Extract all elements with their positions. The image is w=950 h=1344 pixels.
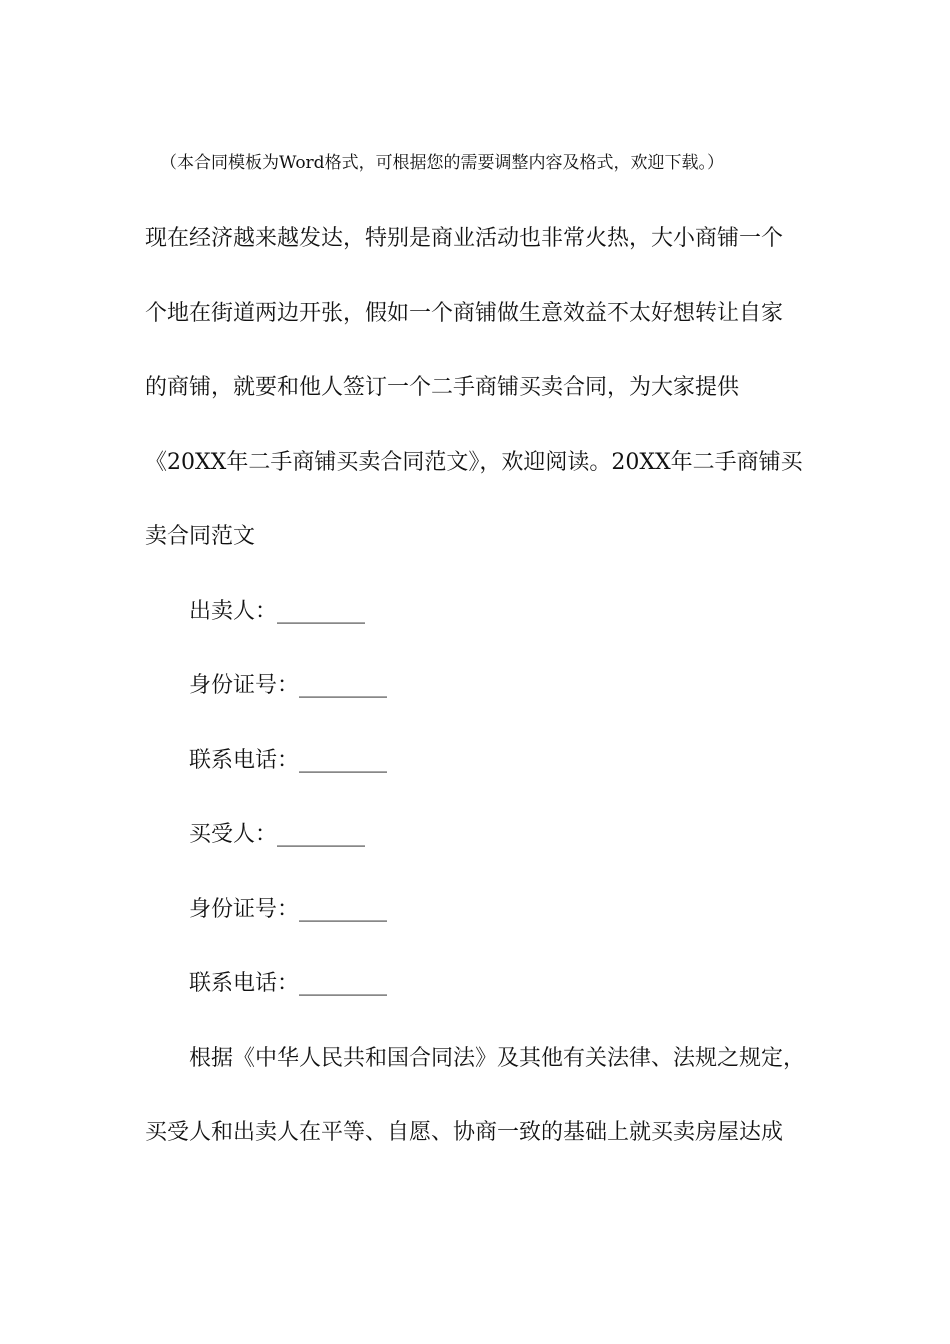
seller-name-field: 出卖人：________ <box>189 599 366 624</box>
buyer-id-field: 身份证号：________ <box>189 897 388 922</box>
intro-line-5: 卖合同范文 <box>145 524 256 549</box>
intro-line-3: 的商铺，就要和他人签订一个二手商铺买卖合同，为大家提供 <box>145 375 740 400</box>
contract-body-line-2: 买受人和出卖人在平等、自愿、协商一致的基础上就买卖房屋达成 <box>145 1120 784 1145</box>
contract-body-line-1: 根据《中华人民共和国合同法》及其他有关法律、法规之规定， <box>189 1046 806 1071</box>
template-note: （本合同模板为Word格式，可根据您的需要调整内容及格式，欢迎下载。） <box>160 153 725 173</box>
buyer-name-field: 买受人：________ <box>189 822 366 847</box>
intro-line-1: 现在经济越来越发达，特别是商业活动也非常火热，大小商铺一个 <box>145 226 784 251</box>
buyer-phone-field: 联系电话：________ <box>189 971 388 996</box>
seller-phone-field: 联系电话：________ <box>189 748 388 773</box>
seller-id-field: 身份证号：________ <box>189 673 388 698</box>
intro-line-2: 个地在街道两边开张，假如一个商铺做生意效益不太好想转让自家 <box>145 301 784 326</box>
intro-line-4: 《20XX年二手商铺买卖合同范文》，欢迎阅读。20XX年二手商铺买 <box>145 450 803 475</box>
